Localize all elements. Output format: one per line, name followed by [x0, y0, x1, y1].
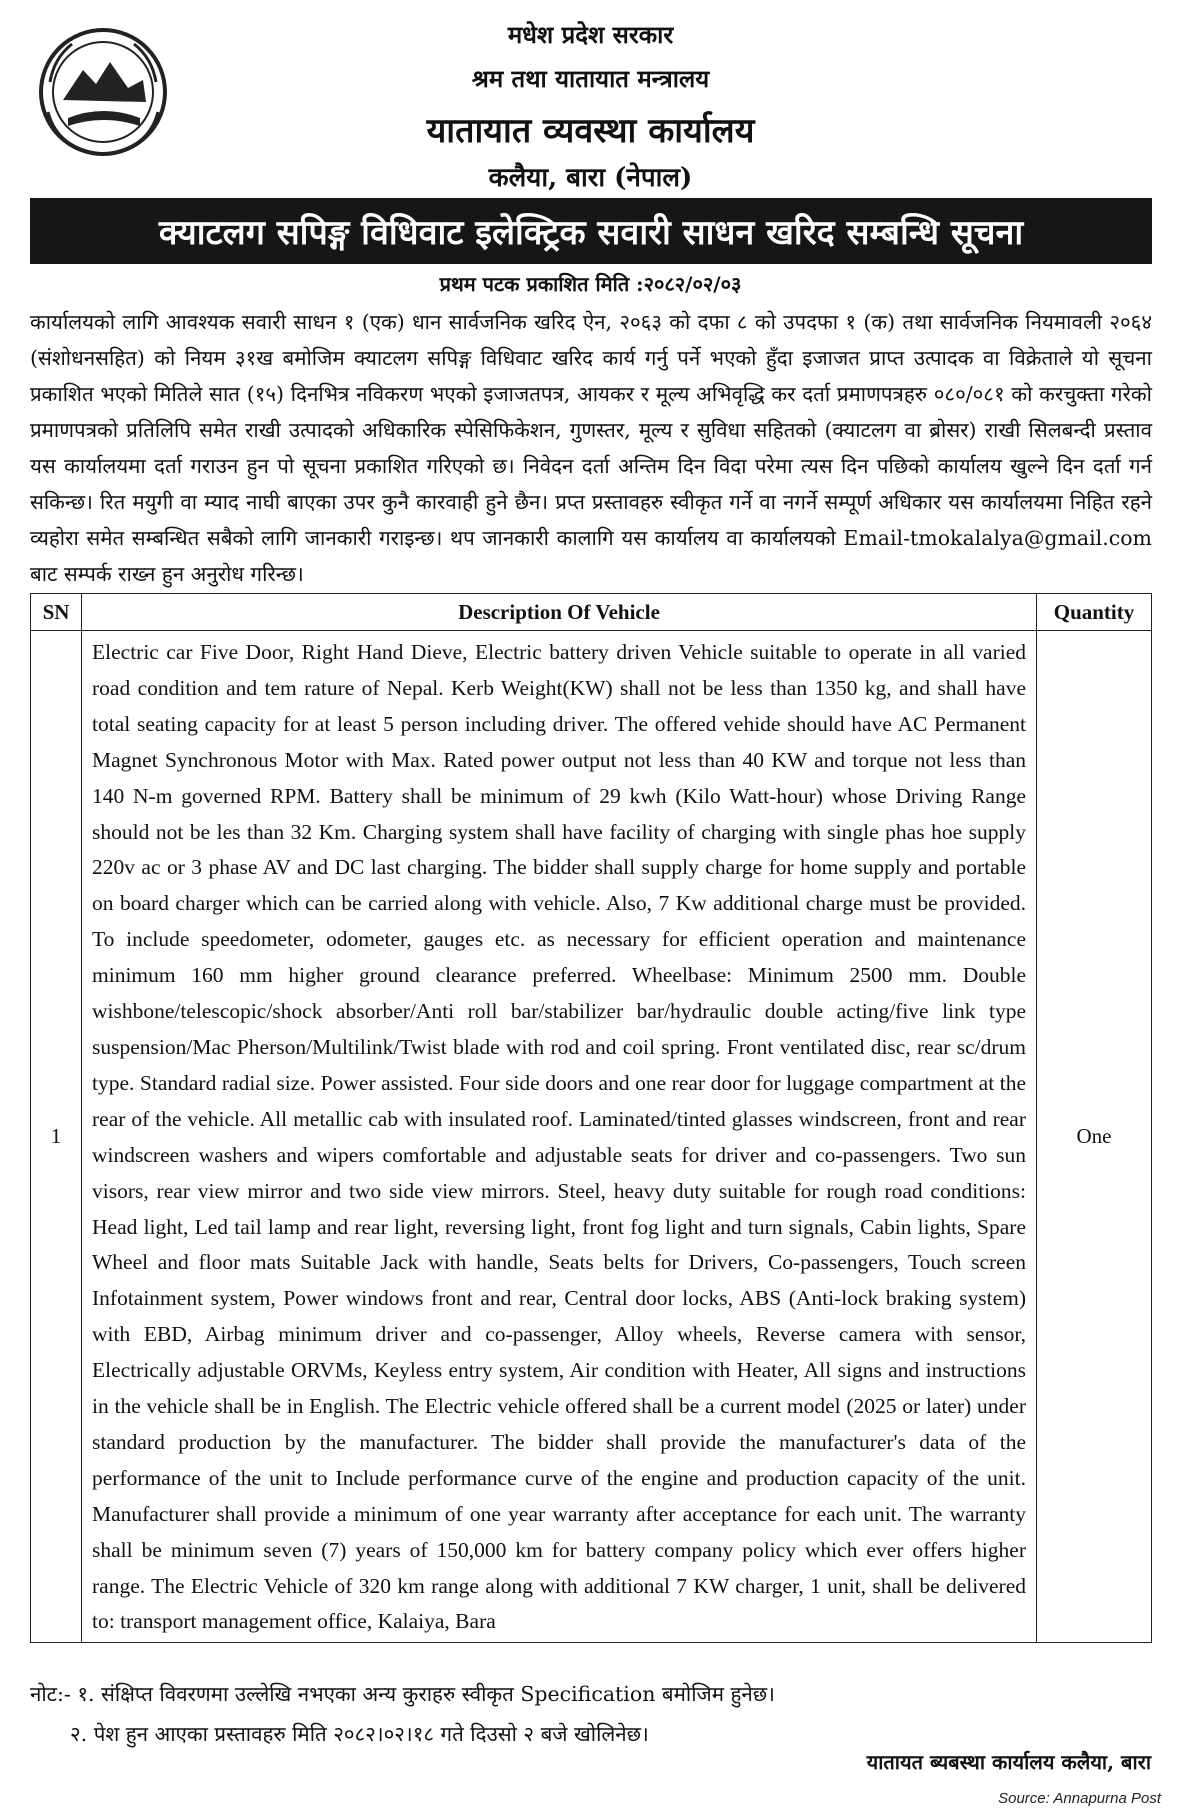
- source-credit: Source: Annapurna Post: [998, 1790, 1161, 1807]
- note-2: २. पेश हुन आएका प्रस्तावहरु मिति २०८२।०२।१८ गते दिउसो २ बजे खोलिनेछ।: [70, 1722, 649, 1746]
- table-header-row: [31, 594, 1152, 631]
- row-description: Electric car Five Door, Right Hand Dieve, Electric battery driven Vehicle suitable to operate in all varied road condition and tem rature of Nepal. Kerb Weight(KW) shall not be less than 1350 kg, and shall have total seating capacity for at least 5 person including driver. The offered vehide should have AC Permanent Magnet Synchronous Motor with Max. Rated power output not less than 40 KW and torque not less than 140 N-m governed RPM. Battery shall be minimum of 29 kwh (Kilo Watt-hour) whose Driving Range should not be les than 32 Km. Charging system shall have facility of charging with single phas hoe supply 220v ac or 3 phase AV and DC last charging. The bidder shall supply charge for home supply and portable on board charger which can be carried along with vehicle. Also, 7 Kw additional charge must be provided. To include speedometer, odometer, gauges etc. as necessary for efficient operation and maintenance minimum 160 mm higher ground clearance preferred. Wheelbase: Minimum 2500 mm. Double wishbone/telescopic/shock absorber/Anti roll bar/stabilizer bar/hydraulic double acting/five link type suspension/Mac Pherson/Multilink/Twist blade with rod and coil spring. Front ventilated disc, rear sc/drum type. Standard radial size. Power assisted. Four side doors and one rear door for luggage compartment at the rear of the vehicle. All metallic cab with insulated roof. Laminated/tinted glasses windscreen, front and rear windscreen washers and wipers comfortable and adjustable seats for driver and co-passengers. Two sun visors, rear view mirror and two side view mirrors. Steel, heavy duty suitable for rough road conditions: Head light, Led tail lamp and rear light, reversing light, front fog light and turn signals, Cabin lights, Spare Wheel and floor mats Suitable Jack with handle, Seats belts for Drivers, Co-passengers, Touch screen Infotainment system, Power windows front and rear, Central door locks, ABS (Anti-lock braking system) with EBD, Airbag minimum driver and co-passenger, Alloy wheels, Reverse camera with sensor, Electrically adjustable ORVMs, Keyless entry system, Air condition with Heater, All signs and instructions in the vehicle shall be in English. The Electric vehicle offered shall be a current model (2025 or later) under standard production by the manufacturer. The bidder shall provide the manufacturer's data of the performance of the unit to Include performance curve of the engine and production capacity of the unit. Manufacturer shall provide a minimum of one year warranty after acceptance for each unit. The warranty shall be minimum seven (7) years of 150,000 km for battery company policy which ever offers higher range. The Electric Vehicle of 320 km range along with additional 7 KW charger, 1 unit, shall be delivered to: transport management office, Kalaiya, Bara: [82, 631, 1037, 1643]
- notice-title-banner: [30, 198, 1152, 264]
- row-quantity: One: [1037, 631, 1152, 1643]
- ministry-name: श्रम तथा यातायात मन्त्रालय: [471, 64, 710, 93]
- header-sn: SN: [31, 594, 82, 631]
- office-name: यातायात व्यवस्था कार्यालय: [426, 111, 755, 151]
- office-location: कलैया, बारा (नेपाल): [488, 163, 693, 193]
- publication-date: प्रथम पटक प्रकाशित मिति :२०८२/०२/०३: [439, 272, 742, 296]
- note-1: नोट:- १. संक्षिप्त विवरणमा उल्लेखि नभएका अन्य कुराहरु स्वीकृत Specification बमोजिम हुनेछ।: [30, 1682, 775, 1706]
- row-sn: 1: [31, 631, 82, 1643]
- province-government: मधेश प्रदेश सरकार: [507, 20, 674, 49]
- intro-paragraph: कार्यालयको लागि आवश्यक सवारी साधन १ (एक) धान सार्वजनिक खरिद ऐन, २०६३ को दफा ८ को उपदफा १ (क) तथा सार्वजनिक नियमावली २०६४ (संशोधनसहित) को नियम ३१ख बमोजिम क्याटलग सपिङ्ग विधिवाट खरिद कार्य गर्नु पर्ने भएको हुँदा इजाजत प्राप्त उत्पादक वा विक्रेताले यो सूचना प्रकाशित भएको मितिले सात (१५) दिनभित्र नविकरण भएको इजाजतपत्र, आयकर र मूल्य अभिवृद्धि कर दर्ता प्रमाणपत्रहरु ०८०/०८१ को करचुक्ता गरेको प्रमाणपत्रको प्रतिलिपि समेत राखी उत्पादको अधिकारिक स्पेसिफिकेशन, गुणस्तर, मूल्य र सुविधा सहितको (क्याटलग वा ब्रोसर) राखी सिलबन्दी प्रस्ताव यस कार्यालयमा दर्ता गराउन हुन पो सूचना प्रकाशित गरिएको छ। निवेदन दर्ता अन्तिम दिन विदा परेमा त्यस दिन पछिको कार्यालय खुल्ने दिन दर्ता गर्न सकिन्छ। रित मयुगी वा म्याद नाघी बाएका उपर कुनै कारवाही हुने छैन। प्रप्त प्रस्तावहरु स्वीकृत गर्ने वा नगर्ने सम्पूर्ण अधिकार यस कार्यालयमा निहित रहने व्यहोरा समेत सम्बन्धित सबैको लागि जानकारी गराइन्छ। थप जानकारी कालागि यस कार्यालय वा कार्यालयको Email-tmokalalya@gmail.com बाट सम्पर्क राख्न हुन अनुरोध गरिन्छ।: [30, 310, 1152, 586]
- header-quantity: Quantity: [1037, 594, 1152, 631]
- notes-section: [30, 1674, 1152, 1754]
- vehicle-spec-table: [30, 593, 1152, 1643]
- notice-title: क्याटलग सपिङ्ग विधिवाट इलेक्ट्रिक सवारी साधन खरिद सम्बन्धि सूचना: [158, 213, 1024, 253]
- header-description: Description Of Vehicle: [82, 594, 1037, 631]
- table-row: [31, 631, 1152, 1643]
- office-signature: यातायत ब्यबस्था कार्यालय कलैया, बारा: [866, 1750, 1151, 1774]
